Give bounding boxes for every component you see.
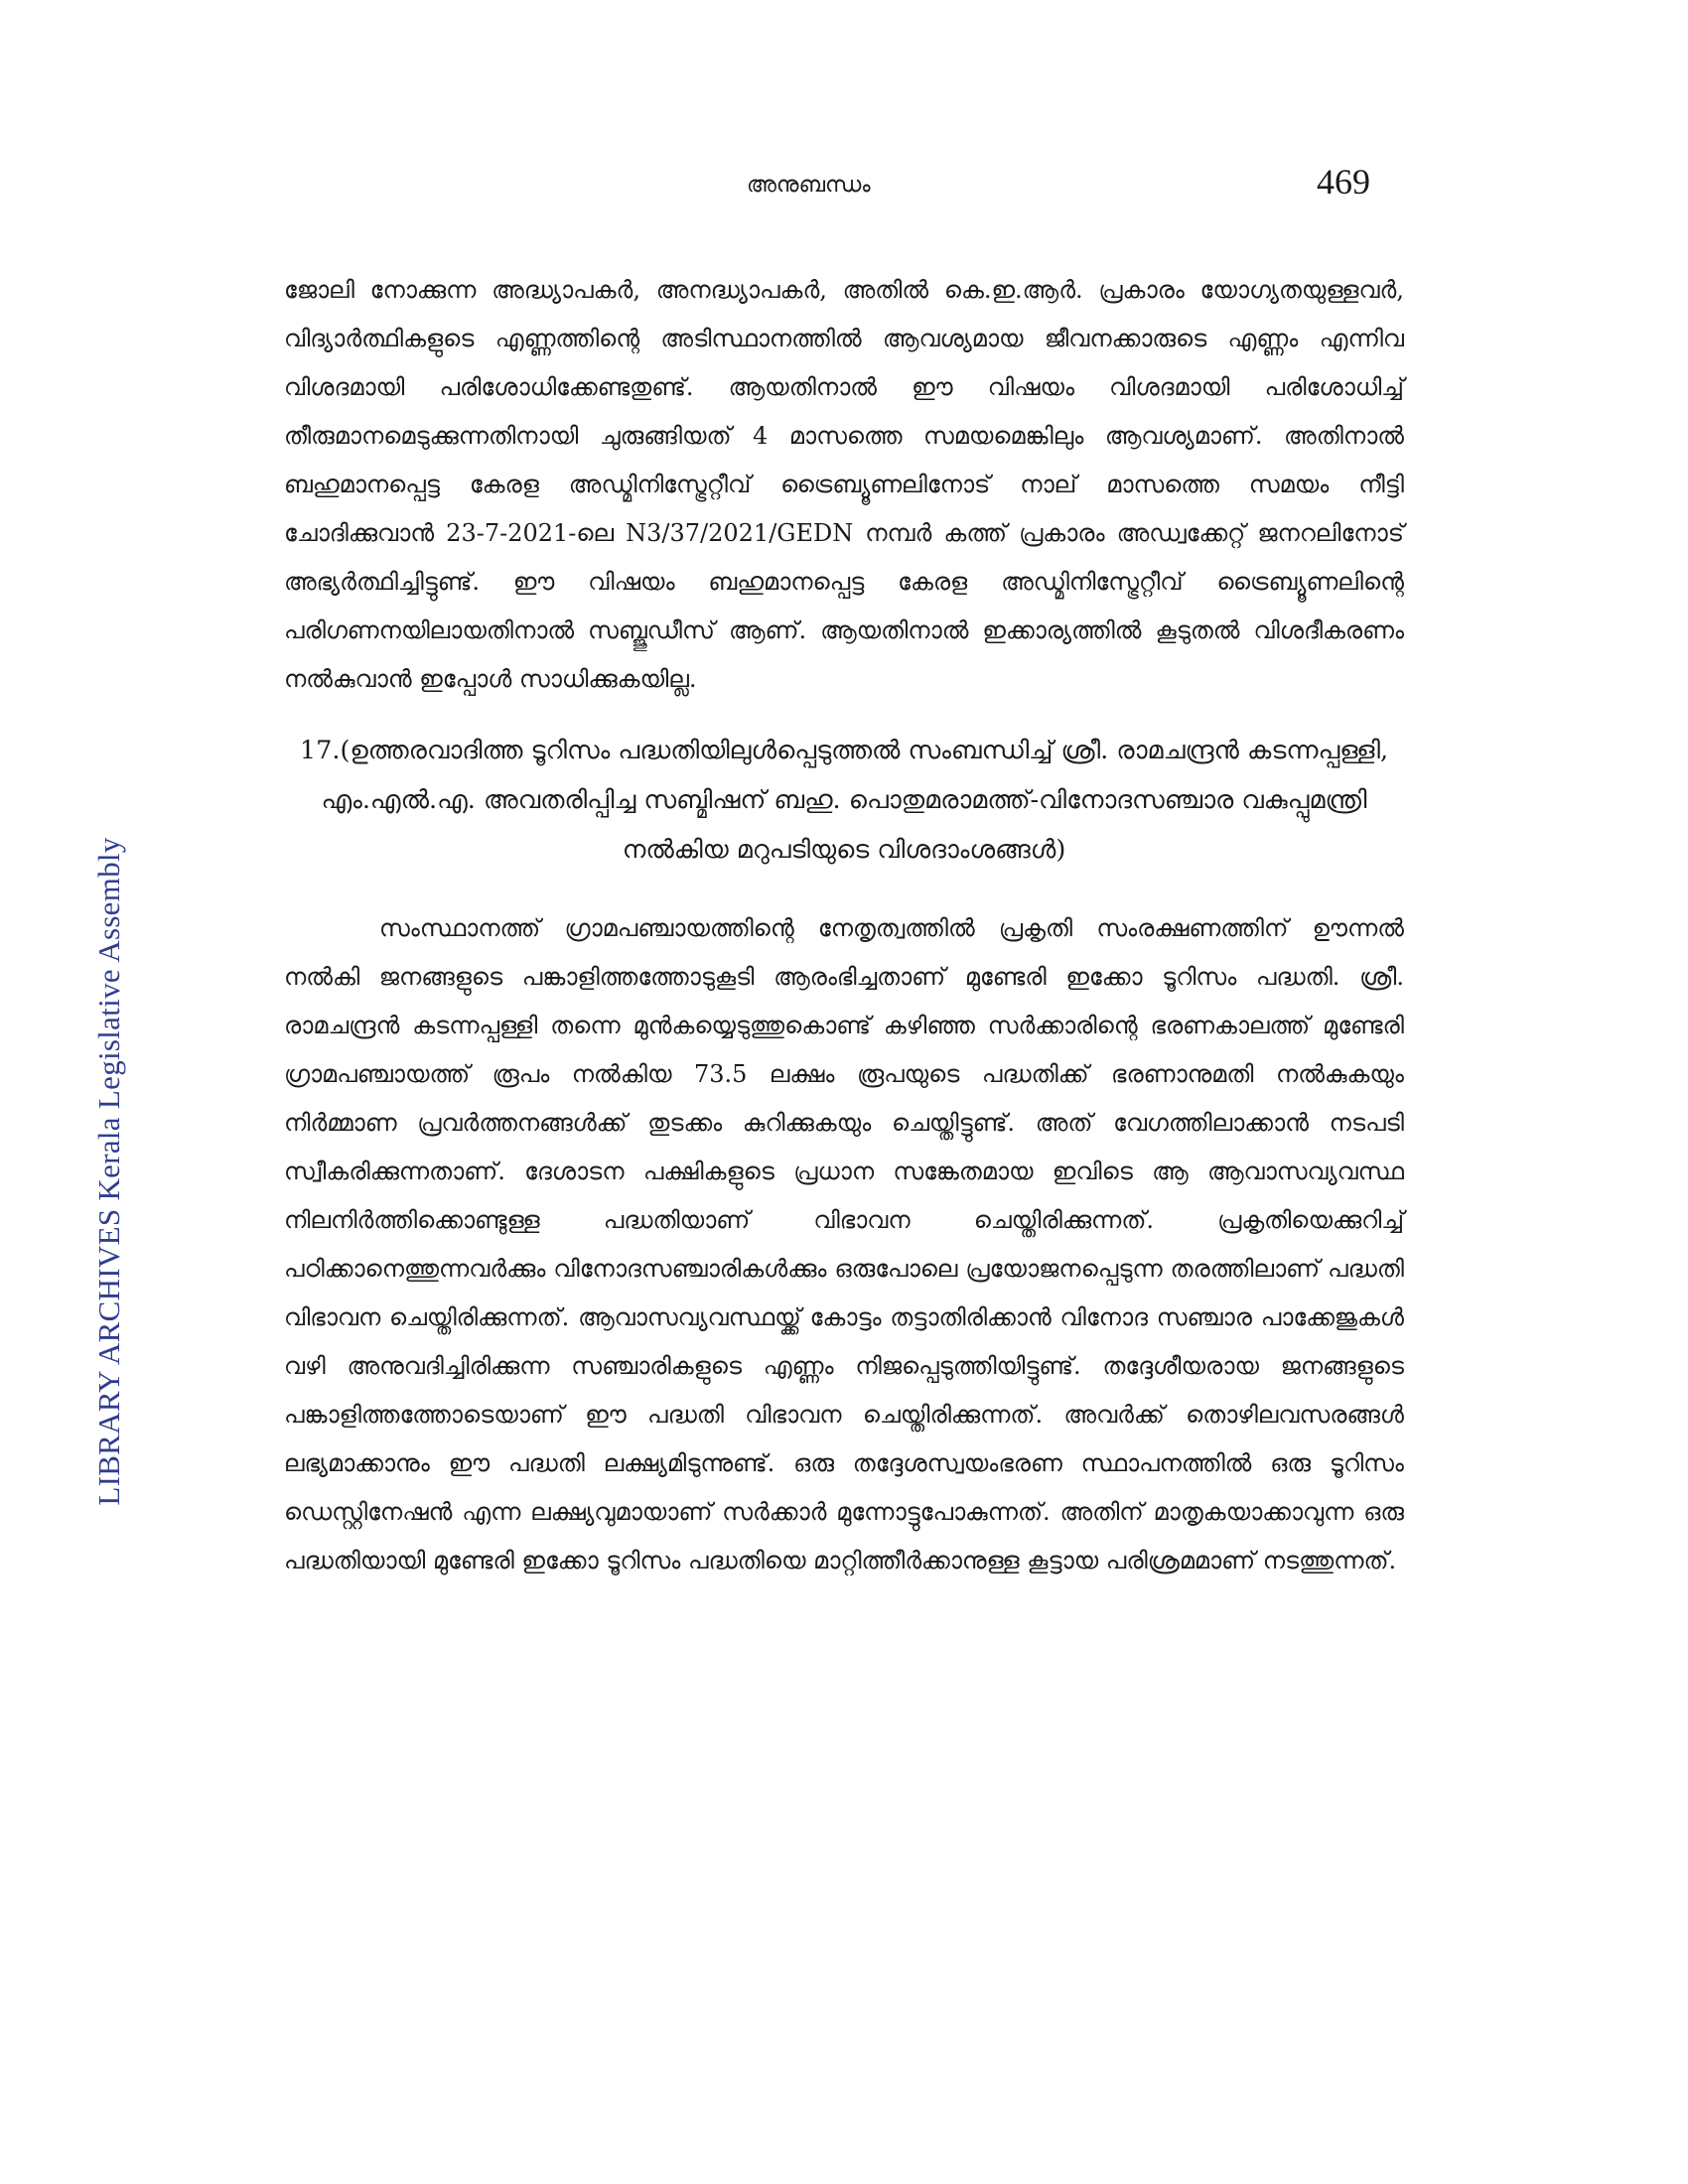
paragraph-answer-continuation: ജോലി നോക്കുന്ന അദ്ധ്യാപകർ, അനദ്ധ്യാപകർ, അതിൽ കെ.ഇ.ആർ. പ്രകാരം യോഗ്യതയുള്ളവർ, വിദ്യാർത്ഥികളുടെ എണ്ണത്തിന്റെ അടിസ്ഥാനത്തിൽ ആവശ്യമായ ജീവനക്കാരുടെ എണ്ണം എന്നിവ വിശദമായി പരിശോധിക്കേണ്ടതുണ്ട്. ആയതിനാൽ ഈ വിഷയം വിശദമായി പരിശോധിച്ച് തീരുമാനമെടുക്കുന്നതിനായി ചുരുങ്ങിയത് 4 മാസത്തെ സമയമെങ്കിലും ആവശ്യമാണ്. അതിനാൽ ബഹുമാനപ്പെട്ട കേരള അഡ്മിനിസ്ട്രേറ്റീവ് ട്രൈബ്യൂണലിനോട് നാല് മാസത്തെ സമയം നീട്ടി ചോദിക്കുവാൻ 23-7-2021-ലെ N3/37/2021/GEDN നമ്പർ കത്ത് പ്രകാരം അഡ്വക്കേറ്റ് ജനറലിനോട് അഭ്യർത്ഥിച്ചിട്ടുണ്ട്. ഈ വിഷയം ബഹുമാനപ്പെട്ട കേരള അഡ്മിനിസ്ട്രേറ്റീവ് ട്രൈബ്യൂണലിന്റെ പരിഗണനയിലായതിനാൽ സബ്ജുഡീസ് ആണ്. ആയതിനാൽ ഇക്കാര്യത്തിൽ കൂടുതൽ വിശദീകരണം നൽകുവാൻ ഇപ്പോൾ സാധിക്കുകയില്ല. bbox=[284, 276, 1404, 693]
page-number: 469 bbox=[1317, 162, 1370, 202]
page-header bbox=[0, 161, 1688, 210]
section-heading: 17.(ഉത്തരവാദിത്ത ടൂറിസം പദ്ധതിയിലുൾപ്പെടുത്തൽ സംബന്ധിച്ച് ശ്രീ. രാമചന്ദ്രൻ കടന്നപ്പള്ളി, എം.എൽ.എ. അവതരിപ്പിച്ച സബ്മിഷന് ബഹു. പൊതുമരാമത്ത്-വിനോദസഞ്ചാര വകുപ്പുമന്ത്രി നൽകിയ മറുപടിയുടെ വിശദാംശങ്ങൾ) bbox=[299, 736, 1389, 865]
side-watermark: LIBRARY ARCHIVES Kerala Legislative Assembly bbox=[91, 837, 126, 1506]
paragraph-answer: സംസ്ഥാനത്ത് ഗ്രാമപഞ്ചായത്തിന്റെ നേതൃത്വത്തിൽ പ്രകൃതി സംരക്ഷണത്തിന് ഊന്നൽ നൽകി ജനങ്ങളുടെ പങ്കാളിത്തത്തോടുകൂടി ആരംഭിച്ചതാണ് മുണ്ടേരി ഇക്കോ ടൂറിസം പദ്ധതി. ശ്രീ. രാമചന്ദ്രൻ കടന്നപ്പള്ളി തന്നെ മുൻകയ്യെടുത്തുകൊണ്ട് കഴിഞ്ഞ സർക്കാരിന്റെ ഭരണകാലത്ത് മുണ്ടേരി ഗ്രാമപഞ്ചായത്ത് രൂപം നൽകിയ 73.5 ലക്ഷം രൂപയുടെ പദ്ധതിക്ക് ഭരണാനുമതി നൽകുകയും നിർമ്മാണ പ്രവർത്തനങ്ങൾക്ക് തുടക്കം കുറിക്കുകയും ചെയ്തിട്ടുണ്ട്. അത് വേഗത്തിലാക്കാൻ നടപടി സ്വീകരിക്കുന്നതാണ്. ദേശാടന പക്ഷികളുടെ പ്രധാന സങ്കേതമായ ഇവിടെ ആ ആവാസവ്യവസ്ഥ നിലനിർത്തിക്കൊണ്ടുള്ള പദ്ധതിയാണ് വിഭാവന ചെയ്തിരിക്കുന്നത്. പ്രകൃതിയെക്കുറിച്ച് പഠിക്കാനെത്തുന്നവർക്കും വിനോദസഞ്ചാരികൾക്കും ഒരുപോലെ പ്രയോജനപ്പെടുന്ന തരത്തിലാണ് പദ്ധതി വിഭാവന ചെയ്തിരിക്കുന്നത്. ആവാസവ്യവസ്ഥയ്ക്ക് കോട്ടം തട്ടാതിരിക്കാൻ വിനോദ സഞ്ചാര പാക്കേജുകൾ വഴി അനുവദിച്ചിരിക്കുന്ന സഞ്ചാരികളുടെ എണ്ണം നിജപ്പെടുത്തിയിട്ടുണ്ട്. തദ്ദേശീയരായ ജനങ്ങളുടെ പങ്കാളിത്തത്തോടെയാണ് ഈ പദ്ധതി വിഭാവന ചെയ്തിരിക്കുന്നത്. അവർക്ക് തൊഴിലവസരങ്ങൾ ലഭ്യമാക്കാനും ഈ പദ്ധതി ലക്ഷ്യമിടുന്നുണ്ട്. ഒരു തദ്ദേശസ്വയംഭരണ സ്ഥാപനത്തിൽ ഒരു ടൂറിസം ഡെസ്റ്റിനേഷൻ എന്ന ലക്ഷ്യവുമായാണ് സർക്കാർ മുന്നോട്ടുപോകുന്നത്. അതിന് മാതൃകയാക്കാവുന്ന ഒരു പദ്ധതിയായി മുണ്ടേരി ഇക്കോ ടൂറിസം പദ്ധതിയെ മാറ്റിത്തീർക്കാനുള്ള കൂട്ടായ പരിശ്രമമാണ് നടത്തുന്നത്. bbox=[284, 914, 1404, 1574]
header-title: അനുബന്ധം bbox=[747, 173, 871, 198]
document-body bbox=[284, 266, 1404, 1585]
